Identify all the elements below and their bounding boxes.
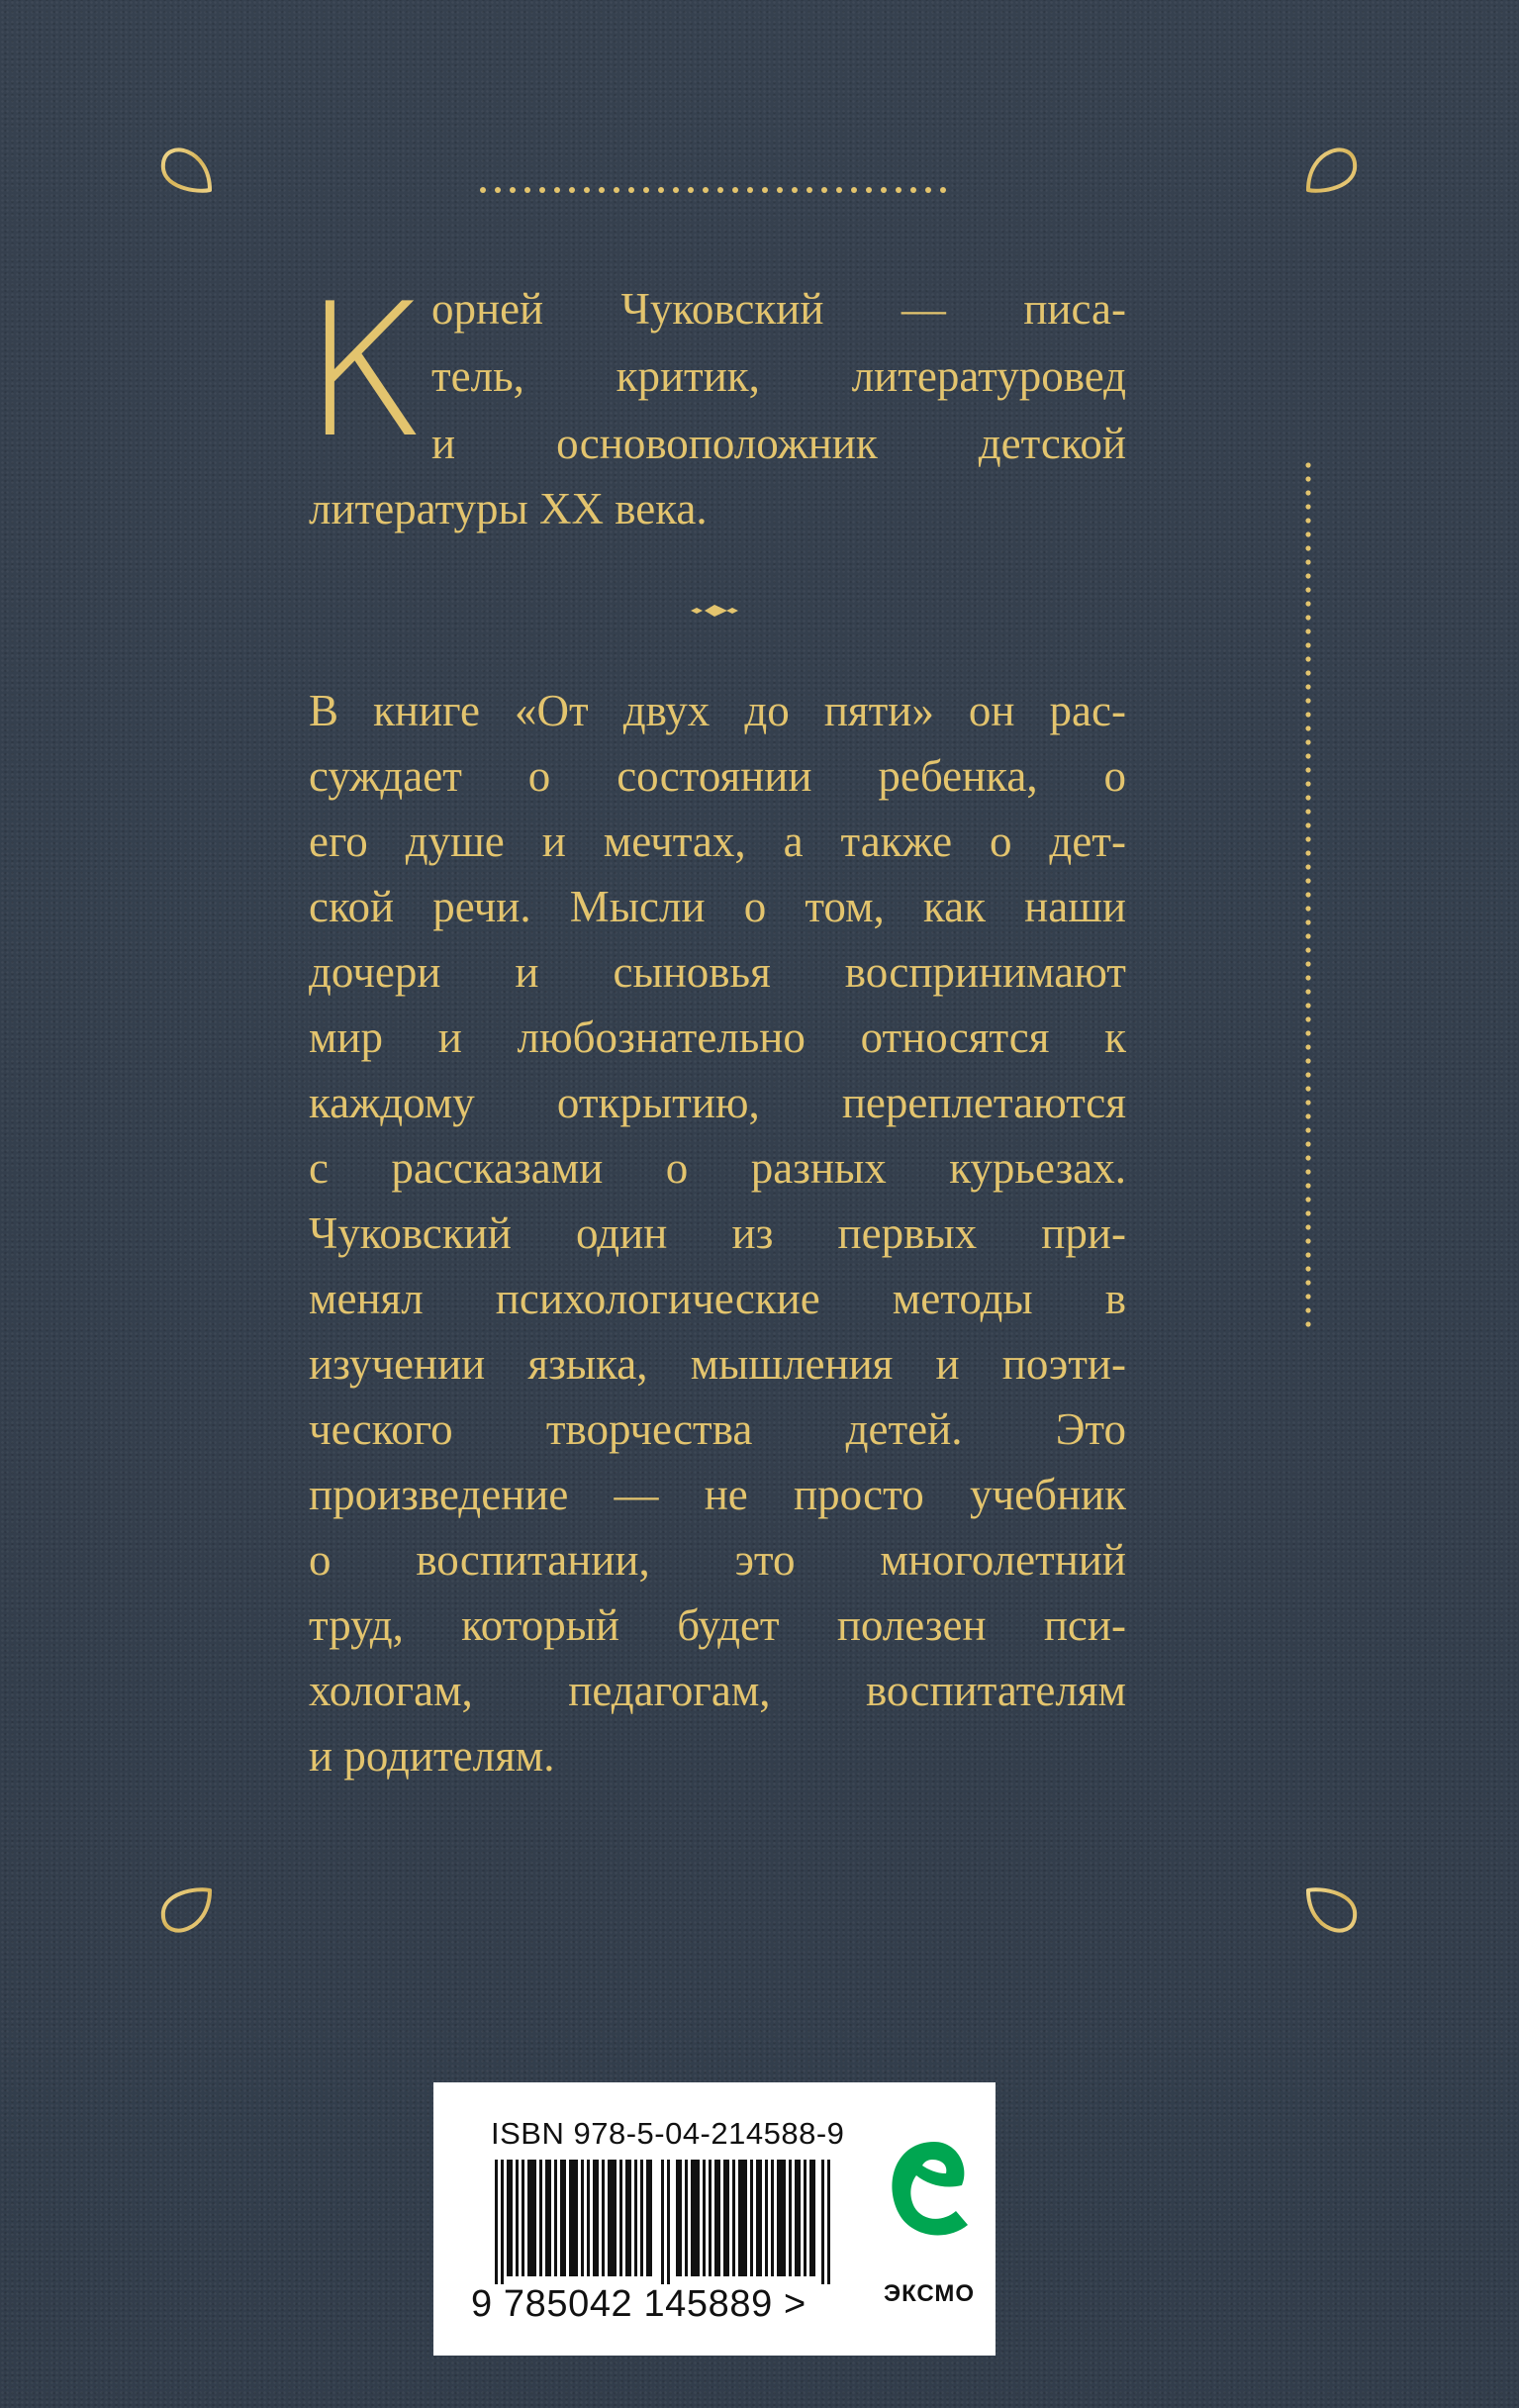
word: и родителям. (309, 1731, 555, 1781)
word: о (665, 1143, 689, 1193)
description-line (309, 1274, 1126, 1323)
word: в (1104, 1274, 1126, 1323)
word: мир (309, 1012, 384, 1062)
word: рассказами (391, 1143, 604, 1193)
word: каждому (309, 1078, 475, 1127)
word: душе (405, 817, 505, 866)
word: детей. (845, 1404, 963, 1454)
word: состоянии (617, 751, 812, 801)
word: ческого (309, 1404, 453, 1454)
word: и (515, 947, 539, 997)
word: речи. (432, 882, 531, 931)
word: том, (805, 882, 885, 931)
word: из (731, 1208, 774, 1258)
word: полезен (836, 1600, 987, 1650)
word: критик, (616, 351, 760, 401)
word: любознательно (517, 1012, 806, 1062)
word: до (744, 686, 790, 735)
word: который (461, 1600, 620, 1650)
description-line (309, 1012, 1126, 1062)
word: его (309, 817, 368, 866)
description-line (309, 1143, 1126, 1193)
word: литературы ХХ века. (309, 484, 708, 533)
eksmo-logo-icon (877, 2134, 976, 2263)
word: — (901, 284, 946, 334)
word: языка, (527, 1339, 648, 1389)
intro-block (303, 263, 1126, 564)
word: поэти- (1001, 1339, 1126, 1389)
word: воспитании, (416, 1535, 650, 1585)
word: детской (978, 419, 1126, 468)
word: книге (373, 686, 480, 735)
word: Это (1055, 1404, 1126, 1454)
word: учебник (969, 1470, 1126, 1519)
description-line (309, 1600, 1126, 1650)
word: открытию, (556, 1078, 760, 1127)
word: курьезах. (949, 1143, 1126, 1193)
description-line (309, 882, 1126, 931)
word: о (743, 882, 767, 931)
description-line (309, 1078, 1126, 1127)
publisher-name: ЭКСМО (884, 2280, 976, 2307)
word: многолетний (880, 1535, 1126, 1585)
description-line (309, 1404, 1126, 1454)
word: сыновья (613, 947, 771, 997)
word: воспринимают (844, 947, 1126, 997)
word: — (614, 1470, 659, 1519)
divider-ornament (534, 605, 1168, 617)
word: также (840, 817, 953, 866)
description-line (309, 1731, 1126, 1781)
dotted-top-border (480, 187, 946, 193)
description-line (309, 1339, 1126, 1389)
intro-line-2 (431, 351, 1126, 401)
word: переплетаются (841, 1078, 1126, 1127)
word: суждает (309, 751, 462, 801)
word: первых (837, 1208, 978, 1258)
word: он (968, 686, 1015, 735)
description-line (309, 1666, 1126, 1715)
word: к (1104, 1012, 1126, 1062)
word: и (935, 1339, 960, 1389)
word: орней (431, 284, 544, 334)
word: Чуковский (309, 1208, 512, 1258)
word: мышления (690, 1339, 894, 1389)
description-line (309, 686, 1126, 735)
word: труд, (309, 1600, 404, 1650)
word: дет- (1049, 817, 1126, 866)
barcode-bars (495, 2160, 839, 2284)
intro-line-1 (431, 284, 1126, 334)
word: просто (793, 1470, 924, 1519)
word: писа- (1023, 284, 1126, 334)
word: изучении (309, 1339, 486, 1389)
word: не (704, 1470, 748, 1519)
description-line (309, 1470, 1126, 1519)
word: как (922, 882, 986, 931)
word: будет (677, 1600, 780, 1650)
word: педагогам, (568, 1666, 771, 1715)
word: психологические (495, 1274, 820, 1323)
word: о (527, 751, 551, 801)
word: и (431, 419, 456, 468)
description-line (309, 819, 1126, 864)
word: дочери (309, 947, 441, 997)
word: воспитателям (865, 1666, 1126, 1715)
word: с (309, 1143, 329, 1193)
word: В (309, 686, 339, 735)
word: рас- (1049, 686, 1126, 735)
word: ской (309, 882, 395, 931)
word: хологам, (309, 1666, 473, 1715)
drop-cap-letter: К (303, 263, 426, 478)
description-line (309, 1535, 1126, 1585)
word: Мысли (569, 882, 706, 931)
word: и (437, 1012, 462, 1062)
word: тель, (431, 351, 524, 401)
word: литературовед (851, 351, 1126, 401)
barcode-digits: 9 785042 145889 > (471, 2283, 807, 2325)
word: наши (1024, 882, 1126, 931)
word: и (541, 817, 566, 866)
word: методы (892, 1274, 1033, 1323)
word: а (783, 817, 804, 866)
word: ребенка, (878, 751, 1038, 801)
intro-line-3 (431, 419, 1126, 468)
barcode-label (433, 2082, 996, 2356)
word: о (989, 817, 1012, 866)
word: разных (750, 1143, 887, 1193)
word: двух (622, 686, 711, 735)
description-line (309, 1208, 1126, 1258)
word: относятся (860, 1012, 1050, 1062)
intro-line-4 (309, 484, 708, 533)
isbn-number: ISBN 978-5-04-214588-9 (491, 2116, 845, 2151)
word: «От (514, 686, 589, 735)
description-line (309, 947, 1126, 997)
word: о (309, 1535, 332, 1585)
word: пси- (1043, 1600, 1126, 1650)
description-block (309, 686, 1126, 1817)
description-line (309, 751, 1126, 801)
word: при- (1041, 1208, 1126, 1258)
word: произведение (309, 1470, 569, 1519)
word: мечтах, (603, 817, 746, 866)
word: менял (309, 1274, 424, 1323)
word: один (576, 1208, 668, 1258)
word: основоположник (556, 419, 878, 468)
word: творчества (545, 1404, 753, 1454)
word: о (1103, 751, 1126, 801)
word: это (734, 1535, 796, 1585)
word: Чуковский (620, 284, 824, 334)
word: пяти» (823, 686, 934, 735)
